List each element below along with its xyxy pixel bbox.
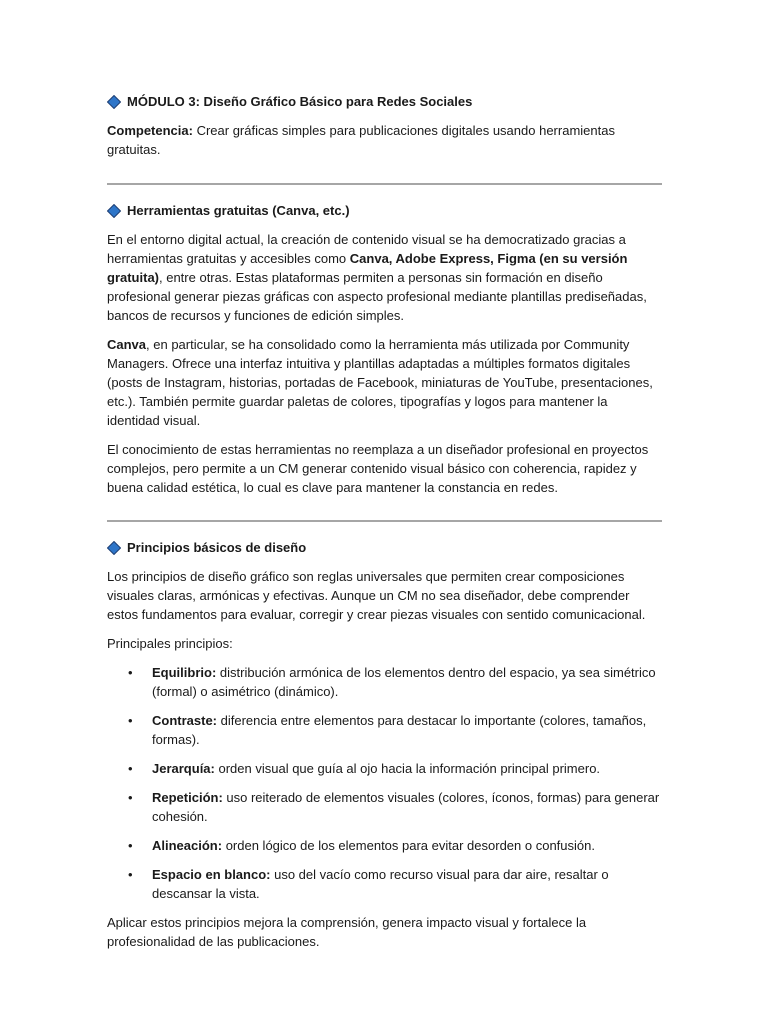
principle-term: Jerarquía: <box>152 761 215 776</box>
principle-desc: diferencia entre elementos para destacar lo importante (colores, tamaños, formas). <box>152 713 647 747</box>
principle-desc: uso reiterado de elementos visuales (colores, íconos, formas) para generar cohesión. <box>152 790 660 824</box>
tools-p2-text: , en particular, se ha consolidado como la herramienta más utilizada por Community Managers. Ofrece una interfaz intuitiva y plantillas adaptadas a múltiples formatos digitales (posts de Instagram, historias, portadas de Facebook, miniaturas de YouTube, presentaciones, etc.). También permite guardar paletas de colores, tipografías y logos para mantener la identidad visual. <box>107 337 653 428</box>
principle-desc: uso del vacío como recurso visual para dar aire, resaltar o descansar la vista. <box>152 867 609 901</box>
principle-term: Alineación: <box>152 838 223 853</box>
tools-p1-bold: Canva, Adobe Express, Figma (en su versión gratuita) <box>107 251 628 285</box>
principle-term: Contraste: <box>152 713 218 728</box>
principles-list <box>107 663 662 903</box>
bullet: • <box>128 838 133 853</box>
diamond-bullet-icon <box>107 95 121 109</box>
list-item <box>107 711 662 749</box>
bullet: • <box>128 790 133 805</box>
principle-term: Espacio en blanco: <box>152 867 271 882</box>
bullet: • <box>128 665 133 680</box>
principle-desc: orden lógico de los elementos para evitar desorden o confusión. <box>222 838 595 853</box>
principle-term: Repetición: <box>152 790 223 805</box>
tools-paragraph-1 <box>107 230 662 325</box>
list-item <box>107 836 662 855</box>
section-divider <box>107 183 662 185</box>
principle-term: Equilibrio: <box>152 665 217 680</box>
tools-paragraph-3: El conocimiento de estas herramientas no reemplaza a un diseñador profesional en proyectos complejos, pero permite a un CM generar contenido visual básico con coherencia, rapidez y buena calidad estética, lo cual es clave para mantener la constancia en redes. <box>107 442 649 495</box>
list-item <box>107 788 662 826</box>
module-title: MÓDULO 3: Diseño Gráfico Básico para Redes Sociales <box>127 94 473 109</box>
tools-title: Herramientas gratuitas (Canva, etc.) <box>127 203 350 218</box>
principles-list-label: Principales principios: <box>107 636 233 651</box>
list-item <box>107 759 662 778</box>
principle-desc: orden visual que guía al ojo hacia la información principal primero. <box>214 761 601 776</box>
competency-label: Competencia: <box>107 123 193 138</box>
principle-desc: distribución armónica de los elementos dentro del espacio, ya sea simétrico (formal) o asimétrico (dinámico). <box>152 665 656 699</box>
bullet: • <box>128 713 133 728</box>
diamond-bullet-icon <box>107 204 121 218</box>
document-content <box>107 92 662 951</box>
competency-text: Crear gráficas simples para publicaciones digitales usando herramientas gratuitas. <box>107 123 615 157</box>
bullet: • <box>128 867 133 882</box>
competency-line <box>107 121 662 159</box>
tools-p1-end: , entre otras. Estas plataformas permiten a personas sin formación en diseño profesional generar piezas gráficas con aspecto profesional mediante plantillas prediseñadas, bancos de recursos y funciones de edición simples. <box>107 270 647 323</box>
principles-intro: Los principios de diseño gráfico son reglas universales que permiten crear composiciones visuales claras, armónicas y efectivas. Aunque un CM no sea diseñador, debe comprender estos fundamentos para evaluar, corregir y crear piezas visuales con sentido comunicacional. <box>107 569 646 622</box>
tools-heading <box>107 201 662 220</box>
list-item <box>107 663 662 701</box>
tools-p2-bold: Canva <box>107 337 147 352</box>
list-item <box>107 865 662 903</box>
principles-heading <box>107 538 662 557</box>
bullet: • <box>128 761 133 776</box>
diamond-bullet-icon <box>107 541 121 555</box>
tools-paragraph-2 <box>107 335 662 430</box>
tools-p1-start: En el entorno digital actual, la creación de contenido visual se ha democratizado gracias a herramientas gratuitas y accesibles como <box>107 232 626 266</box>
principles-title: Principios básicos de diseño <box>127 540 307 555</box>
module-heading <box>107 92 662 111</box>
principles-conclusion: Aplicar estos principios mejora la comprensión, genera impacto visual y fortalece la profesionalidad de las publicaciones. <box>107 915 587 949</box>
section-divider <box>107 520 662 522</box>
